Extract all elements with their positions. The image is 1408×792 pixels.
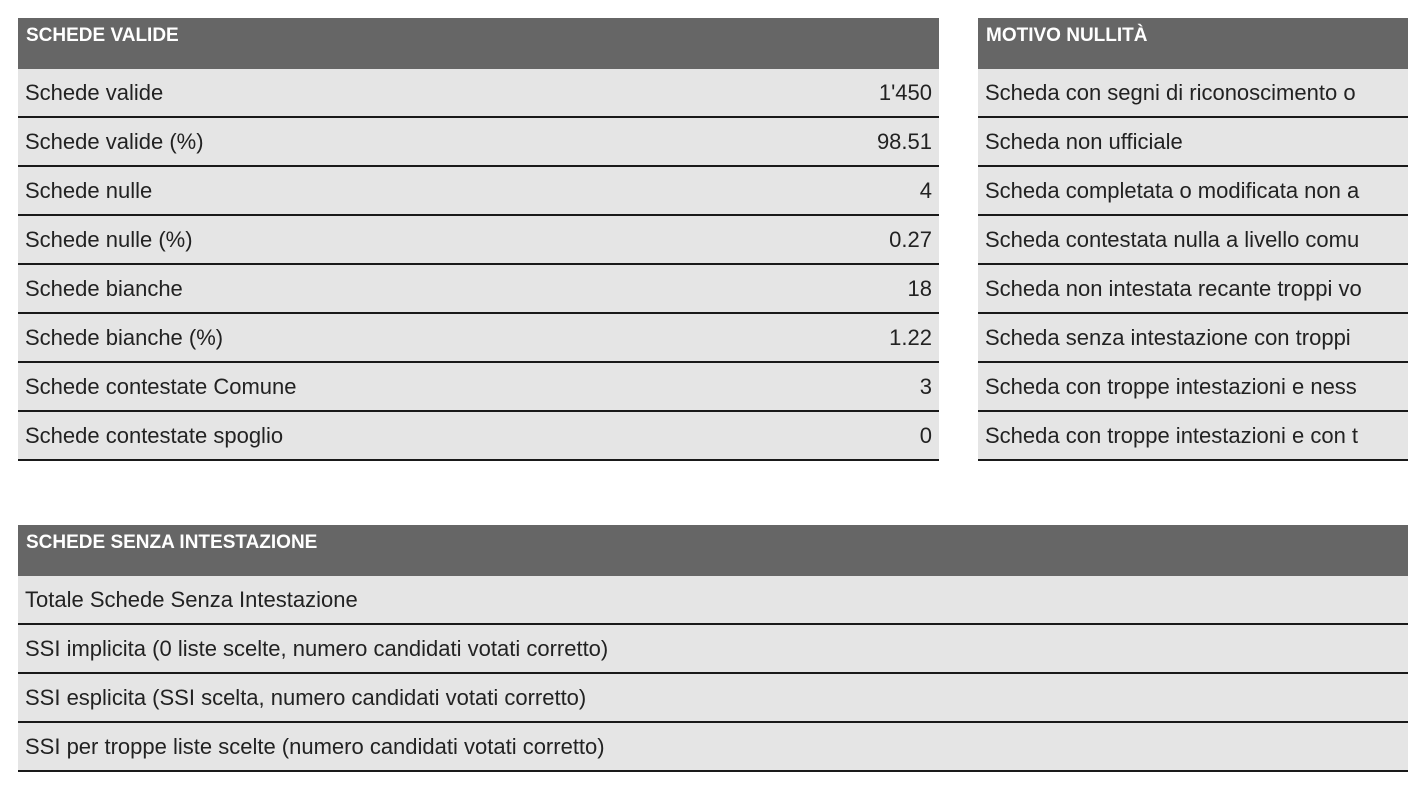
- table-row: [18, 265, 939, 314]
- table-row: [18, 674, 1408, 723]
- row-value: 18: [907, 275, 932, 301]
- table-row: [978, 412, 1408, 461]
- table-row: [978, 167, 1408, 216]
- table-row: [18, 412, 939, 461]
- table-row: [18, 314, 939, 363]
- null-reasons-table: [978, 18, 1408, 461]
- null-reasons-rows: [978, 69, 1408, 461]
- row-value: 1.22: [889, 324, 932, 350]
- row-label: Scheda completata o modificata non a: [985, 177, 1360, 203]
- table-row: [18, 216, 939, 265]
- row-value: 0.27: [889, 226, 932, 252]
- valid-ballots-table: [18, 18, 939, 461]
- valid-ballots-rows: [18, 69, 939, 461]
- row-label: Scheda senza intestazione con troppi: [985, 324, 1351, 350]
- row-label: Scheda contestata nulla a livello comu: [985, 226, 1360, 252]
- row-value: 3: [919, 373, 932, 399]
- null-reasons-header: MOTIVO NULLITÀ: [978, 18, 1408, 69]
- row-value: 4: [919, 177, 932, 203]
- row-label: Scheda non intestata recante troppi vo: [985, 275, 1362, 301]
- row-label: Totale Schede Senza Intestazione: [25, 586, 358, 612]
- table-row: [978, 118, 1408, 167]
- table-row: [18, 625, 1408, 674]
- row-label: SSI per troppe liste scelte (numero candidati votati corretto): [25, 733, 605, 759]
- row-value: 0: [919, 422, 932, 448]
- row-label: Scheda con troppe intestazioni e con t: [985, 422, 1359, 448]
- row-label: Scheda con segni di riconoscimento o: [985, 79, 1356, 105]
- row-label: Schede contestate Comune: [25, 373, 297, 399]
- table-row: [18, 723, 1408, 772]
- row-label: Schede nulle (%): [25, 226, 193, 252]
- ssi-ballots-table: [18, 525, 1408, 772]
- valid-ballots-header: SCHEDE VALIDE: [18, 18, 939, 69]
- table-row: [18, 118, 939, 167]
- table-row: [978, 69, 1408, 118]
- row-label: Schede bianche (%): [25, 324, 224, 350]
- row-label: Schede valide: [25, 79, 164, 105]
- table-row: [978, 363, 1408, 412]
- row-value: 98.51: [876, 128, 932, 154]
- row-label: Schede nulle: [25, 177, 153, 203]
- ssi-ballots-header: SCHEDE SENZA INTESTAZIONE: [18, 525, 1408, 576]
- ssi-ballots-rows: [18, 576, 1408, 772]
- table-row: [18, 363, 939, 412]
- table-row: [18, 69, 939, 118]
- row-label: Schede contestate spoglio: [25, 422, 284, 448]
- row-label: Scheda con troppe intestazioni e ness: [985, 373, 1357, 399]
- row-label: Scheda non ufficiale: [985, 128, 1183, 154]
- row-label: Schede valide (%): [25, 128, 204, 154]
- table-row: [978, 314, 1408, 363]
- table-row: [978, 265, 1408, 314]
- table-row: [978, 216, 1408, 265]
- row-label: SSI esplicita (SSI scelta, numero candidati votati corretto): [25, 684, 587, 710]
- table-row: [18, 167, 939, 216]
- row-value: 1'450: [878, 79, 932, 105]
- row-label: Schede bianche: [25, 275, 183, 301]
- table-row: [18, 576, 1408, 625]
- row-label: SSI implicita (0 liste scelte, numero candidati votati corretto): [25, 635, 609, 661]
